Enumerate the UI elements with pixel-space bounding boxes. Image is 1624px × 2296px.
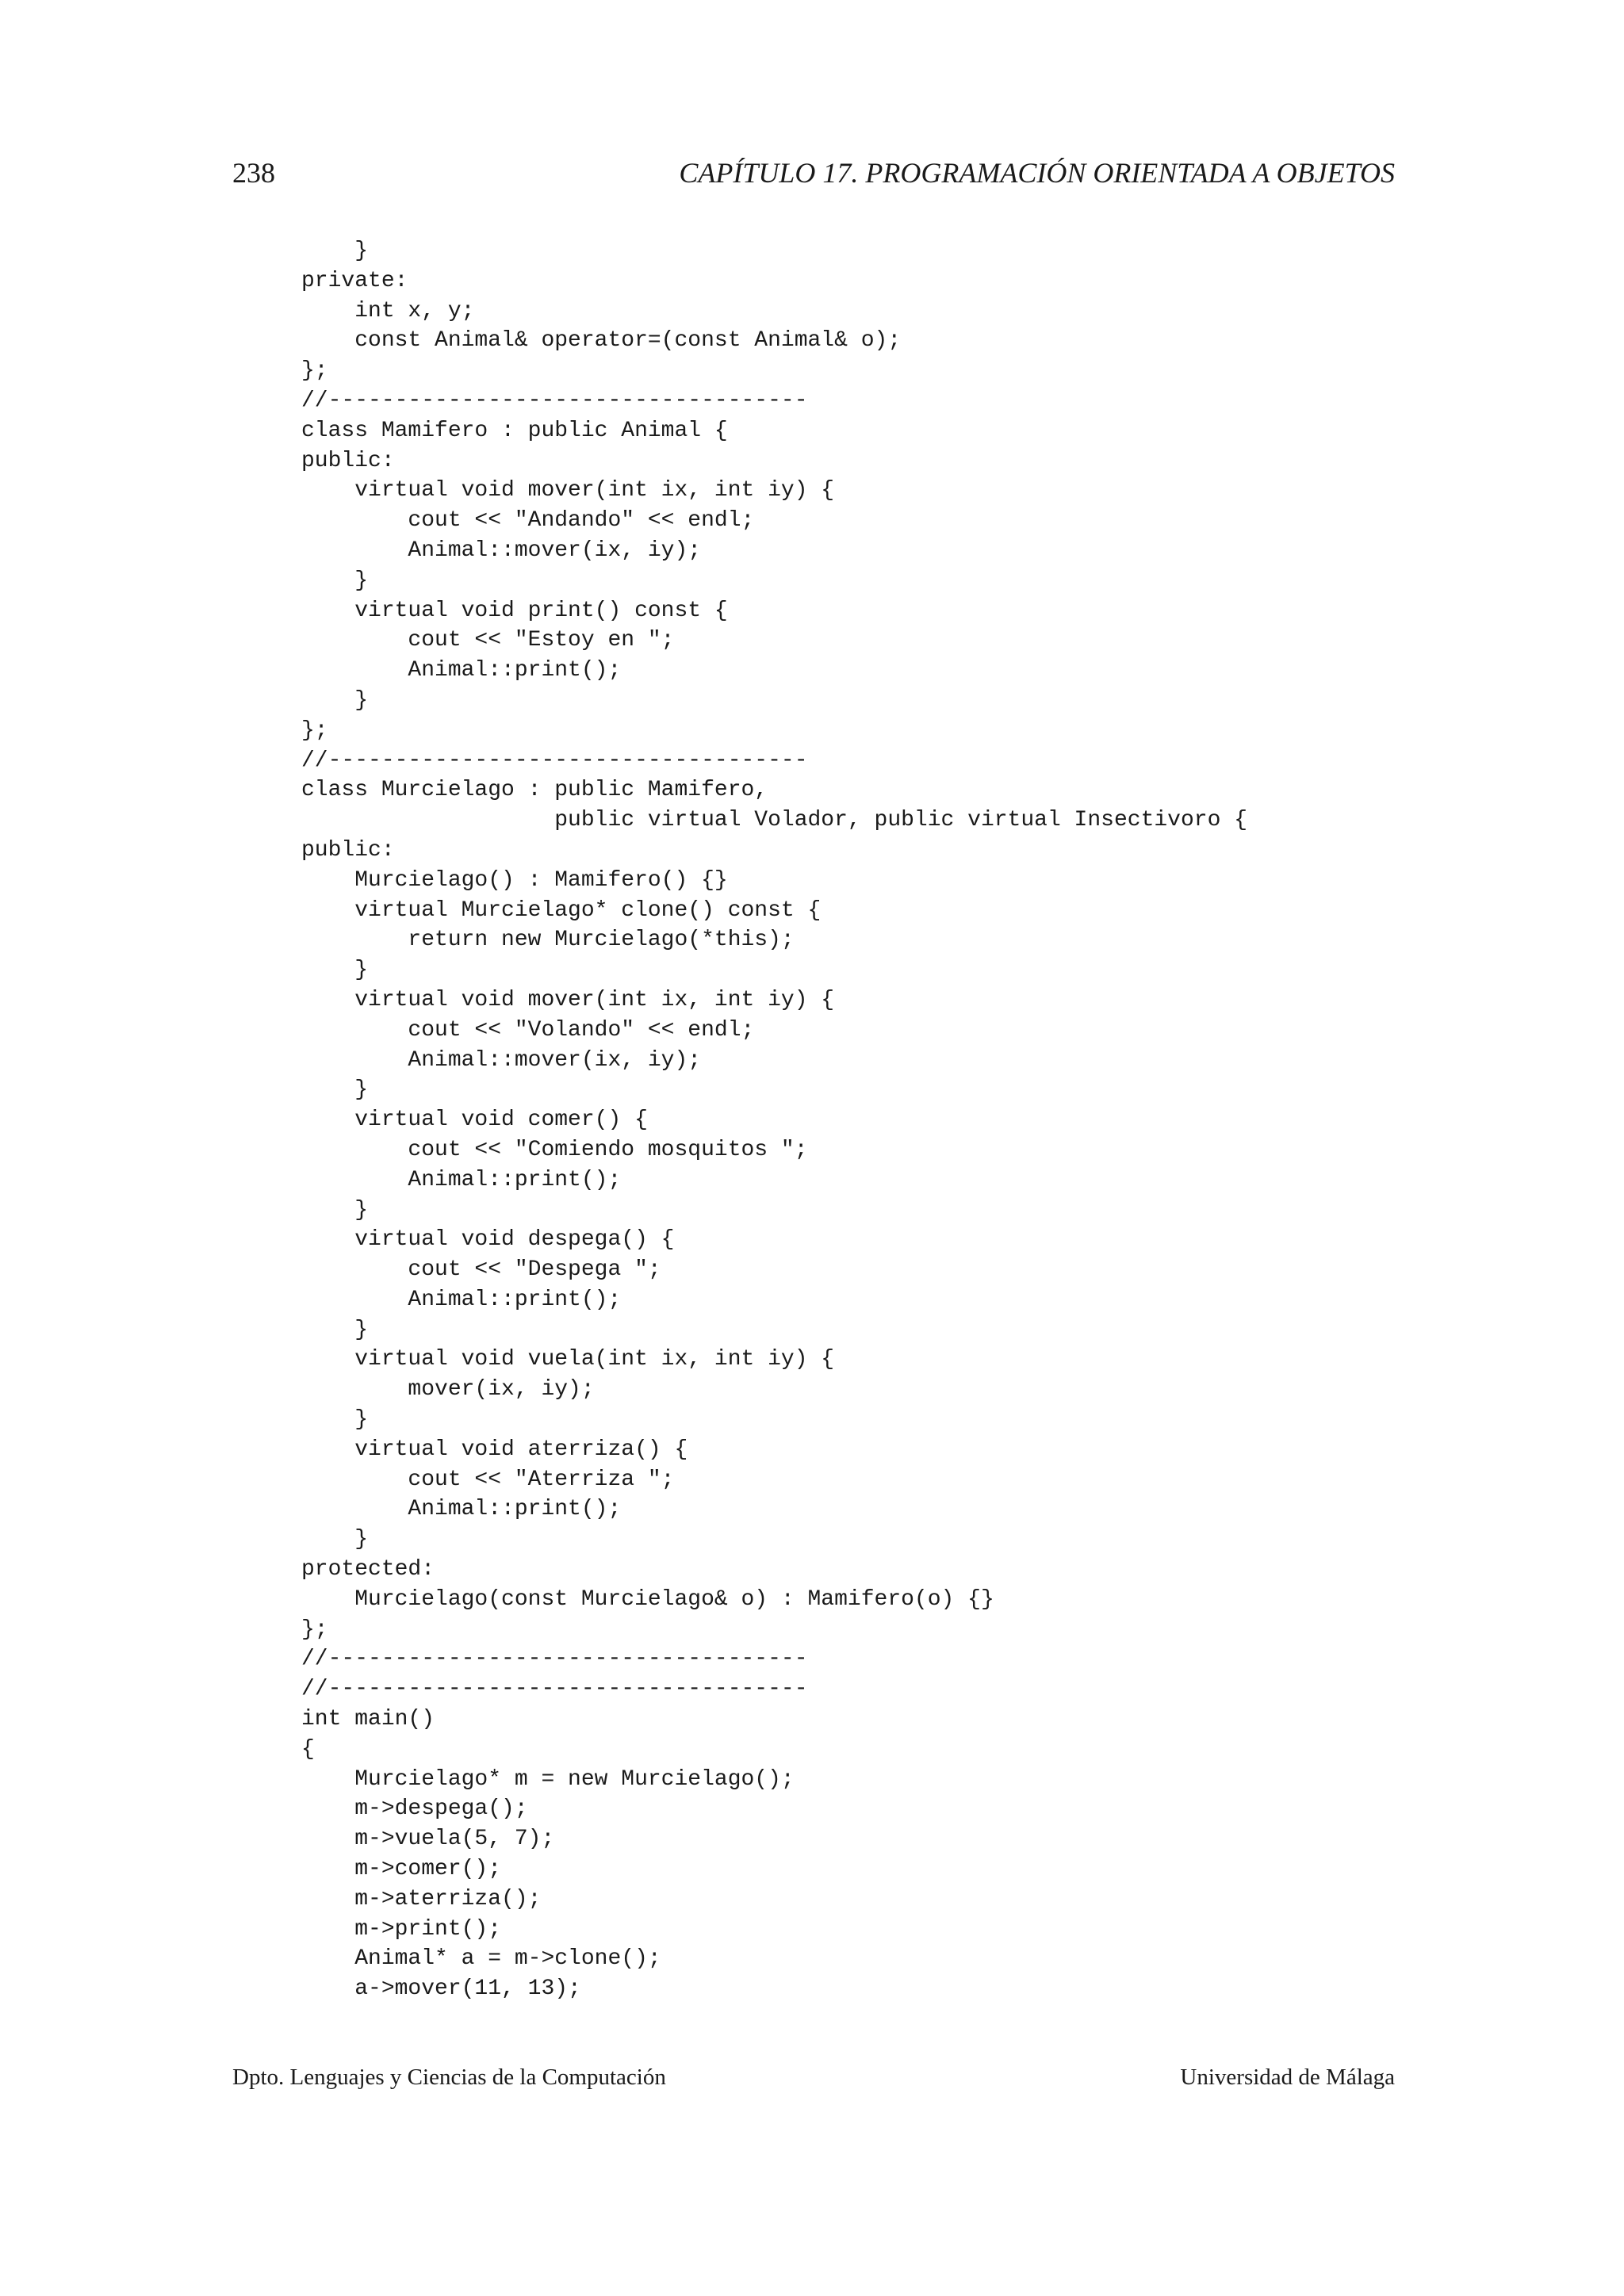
code-line: cout << "Volando" << endl; [301, 1017, 755, 1043]
code-line: { [301, 1736, 315, 1762]
code-line: int main() [301, 1707, 435, 1732]
code-line: Animal::mover(ix, iy); [301, 538, 702, 563]
code-line: Animal::print(); [301, 1287, 622, 1312]
chapter-title: CAPÍTULO 17. PROGRAMACIÓN ORIENTADA A OBJETOS [679, 157, 1395, 189]
code-listing [301, 236, 1247, 2004]
code-line: const Animal& operator=(const Animal& o); [301, 328, 902, 354]
code-line: }; [301, 1617, 328, 1642]
code-line: } [301, 568, 369, 593]
code-line: } [301, 958, 369, 983]
code-line: cout << "Aterriza "; [301, 1467, 675, 1492]
code-line: Animal::print(); [301, 658, 622, 683]
code-line: //------------------------------------ [301, 748, 808, 773]
code-line: int x, y; [301, 298, 475, 323]
code-line: virtual void print() const { [301, 598, 728, 623]
code-line: virtual void vuela(int ix, int iy) { [301, 1347, 835, 1372]
code-line: } [301, 239, 369, 263]
code-line: //------------------------------------ [301, 388, 808, 413]
code-line: cout << "Andando" << endl; [301, 508, 755, 534]
code-line: virtual void despega() { [301, 1227, 675, 1253]
code-line: Animal::print(); [301, 1497, 622, 1522]
code-line: public virtual Volador, public virtual Insectivoro { [301, 808, 1247, 833]
code-line: public: [301, 837, 395, 863]
code-line: class Mamifero : public Animal { [301, 418, 728, 443]
code-line: }; [301, 718, 328, 743]
code-line: m->vuela(5, 7); [301, 1827, 555, 1852]
code-line: Animal::mover(ix, iy); [301, 1047, 702, 1073]
code-line: } [301, 1317, 369, 1342]
code-line: private: [301, 268, 408, 293]
code-line: class Murcielago : public Mamifero, [301, 778, 768, 803]
code-line: virtual void mover(int ix, int iy) { [301, 987, 835, 1012]
code-line: a->mover(11, 13); [301, 1976, 581, 2002]
code-line: m->despega(); [301, 1797, 528, 1822]
code-line: //------------------------------------ [301, 1677, 808, 1702]
code-line: } [301, 1527, 369, 1552]
code-line: m->comer(); [301, 1857, 502, 1882]
code-line: return new Murcielago(*this); [301, 928, 795, 953]
code-line: } [301, 687, 369, 713]
code-line: protected: [301, 1557, 435, 1582]
code-line: mover(ix, iy); [301, 1377, 595, 1402]
code-line: } [301, 1077, 369, 1103]
code-line: public: [301, 448, 395, 473]
code-line: cout << "Estoy en "; [301, 628, 675, 653]
code-line: }; [301, 358, 328, 384]
code-line: m->aterriza(); [301, 1886, 542, 1911]
code-line: Murcielago(const Murcielago& o) : Mamifero(o) {} [301, 1586, 994, 1612]
code-line: Murcielago() : Mamifero() {} [301, 867, 728, 893]
code-line: Animal* a = m->clone(); [301, 1946, 661, 1972]
code-line: cout << "Despega "; [301, 1257, 661, 1283]
code-line: Animal::print(); [301, 1167, 622, 1192]
code-line: } [301, 1197, 369, 1223]
code-line: m->print(); [301, 1916, 502, 1942]
footer-department: Dpto. Lenguajes y Ciencias de la Computación [232, 2064, 666, 2090]
code-line: //------------------------------------ [301, 1647, 808, 1672]
code-line: Murcielago* m = new Murcielago(); [301, 1766, 795, 1792]
code-line: virtual Murcielago* clone() const { [301, 897, 822, 923]
page-number: 238 [232, 157, 275, 189]
code-line: virtual void comer() { [301, 1108, 648, 1133]
code-line: virtual void mover(int ix, int iy) { [301, 478, 835, 503]
code-line: virtual void aterriza() { [301, 1437, 688, 1462]
code-line: cout << "Comiendo mosquitos "; [301, 1137, 808, 1162]
code-line: } [301, 1407, 369, 1433]
footer-university: Universidad de Málaga [1180, 2064, 1395, 2090]
